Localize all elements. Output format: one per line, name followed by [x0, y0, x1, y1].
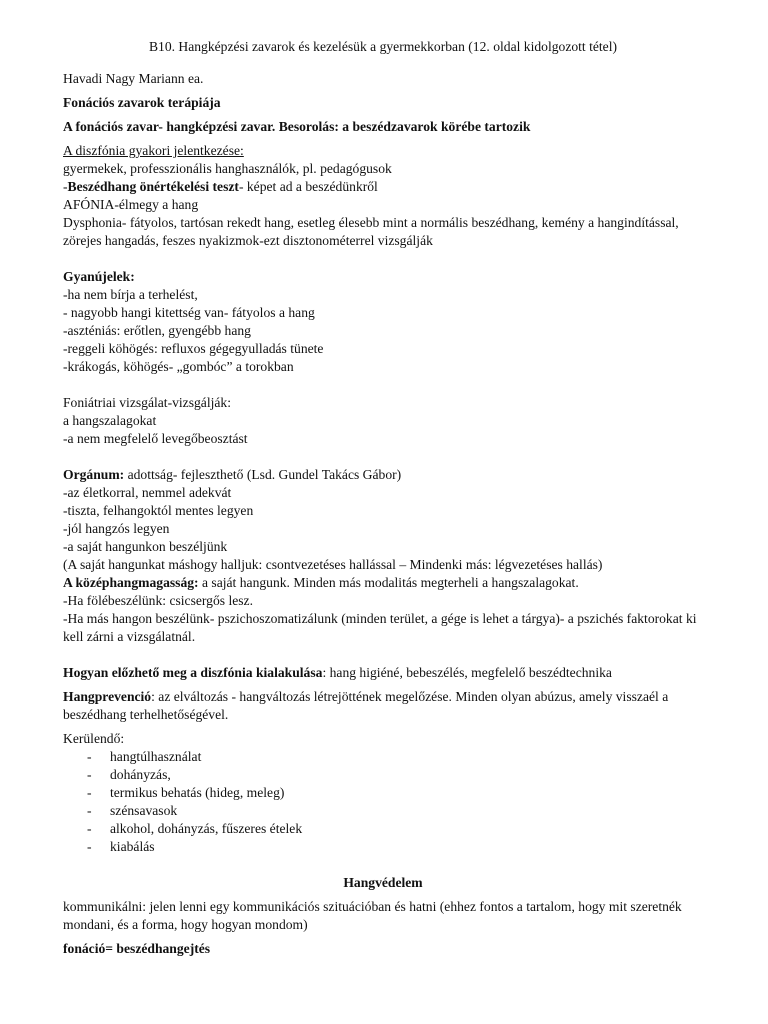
gyanujelek-heading: Gyanújelek:	[63, 269, 135, 284]
diszfonia-section	[63, 142, 703, 250]
fonacio-line: fonáció= beszédhangejtés	[63, 941, 211, 956]
foniatriai-heading: Foniátriai vizsgálat-vizsgálják:	[63, 395, 231, 410]
mas-hangon-line: -Ha más hangon beszélünk- pszichoszomatizálunk (minden terület, a gége is lehet a tárgya)- a pszichés faktorokat ki kell zárni a vizsgálatnál.	[63, 611, 697, 644]
hangvedelem-heading: Hangvédelem	[343, 875, 423, 890]
list-item: - dohányzás,	[63, 766, 703, 784]
list-item: -krákogás, köhögés- „gombóc” a torokban	[63, 359, 294, 374]
author-line: Havadi Nagy Mariann ea.	[63, 71, 204, 86]
folebeszeles-line: -Ha fölébeszélünk: csicsergős lesz.	[63, 593, 253, 608]
foniatriai-section	[63, 394, 703, 448]
list-item: -az életkorral, nemmel adekvát	[63, 485, 232, 500]
kerulendo-list	[63, 748, 703, 856]
list-item: - hangtúlhasználat	[63, 748, 703, 766]
hangvedelem-text: kommunikálni: jelen lenni egy kommunikációs szituációban és hatni (ehhez fontos a tartalom, hogy mit szeretnék mondani, és a forma, hogy hogyan mondom)	[63, 899, 682, 932]
diszfonia-label: A diszfónia gyakori jelentkezése:	[63, 143, 244, 158]
document-page	[63, 38, 703, 958]
list-item: -aszténiás: erőtlen, gyengébb hang	[63, 323, 251, 338]
list-item: -reggeli köhögés: refluxos gégegyulladás tünete	[63, 341, 324, 356]
document-title: B10. Hangképzési zavarok és kezelésük a gyermekkorban (12. oldal kidolgozott tétel)	[148, 39, 618, 54]
list-item: - szénsavasok	[63, 802, 703, 820]
hangprevencio-line: Hangprevenció: az elváltozás - hangváltozás létrejöttének megelőzése. Minden olyan abúzus, amely visszaél a beszédhang terhelhetőségével.	[63, 689, 669, 722]
list-item: -jól hangzós legyen	[63, 521, 170, 536]
list-item: (A saját hangunkat máshogy halljuk: csontvezetéses hallással – Mindenki más: légvezetéses hallás)	[63, 557, 603, 572]
list-item: - nagyobb hangi kitettség van- fátyolos a hang	[63, 305, 315, 320]
hogyan-line: Hogyan előzhető meg a diszfónia kialakulása: hang higiéné, bebeszélés, megfelelő beszédtechnika	[63, 665, 612, 680]
list-item: - termikus behatás (hideg, meleg)	[63, 784, 703, 802]
gyanujelek-section	[63, 268, 703, 376]
heading-fonacios-terapia: Fonációs zavarok terápiája	[63, 95, 221, 110]
list-item: -tiszta, felhangoktól mentes legyen	[63, 503, 254, 518]
list-item: -a nem megfelelő levegőbeosztást	[63, 431, 248, 446]
diszfonia-line-2: -Beszédhang önértékelési teszt- képet ad a beszédünkről	[63, 179, 378, 194]
diszfonia-line-4: Dysphonia- fátyolos, tartósan rekedt hang, esetleg élesebb mint a normális beszédhang, kemény a hangindítással, zörejes hangadás, feszes nyakizmok-ezt disztonométerrel vizsgálják	[63, 215, 679, 248]
kerulendo-heading: Kerülendő:	[63, 731, 125, 746]
diszfonia-line-3: AFÓNIA-élmegy a hang	[63, 197, 199, 212]
list-item: a hangszalagokat	[63, 413, 157, 428]
diszfonia-line-1: gyermekek, professzionális hanghasználók, pl. pedagógusok	[63, 161, 392, 176]
heading-besorolas: A fonációs zavar- hangképzési zavar. Besorolás: a beszédzavarok körébe tartozik	[63, 119, 531, 134]
kerulendo-section	[63, 730, 703, 856]
list-item: -a saját hangunkon beszéljünk	[63, 539, 228, 554]
list-item: - kiabálás	[63, 838, 703, 856]
organum-section	[63, 466, 703, 646]
kozephangmagassag-line: A középhangmagasság: a saját hangunk. Minden más modalitás megterheli a hangszalagokat.	[63, 575, 579, 590]
list-item: - alkohol, dohányzás, fűszeres ételek	[63, 820, 703, 838]
list-item: -ha nem bírja a terhelést,	[63, 287, 198, 302]
organum-heading: Orgánum: adottság- fejleszthető (Lsd. Gundel Takács Gábor)	[63, 467, 402, 482]
